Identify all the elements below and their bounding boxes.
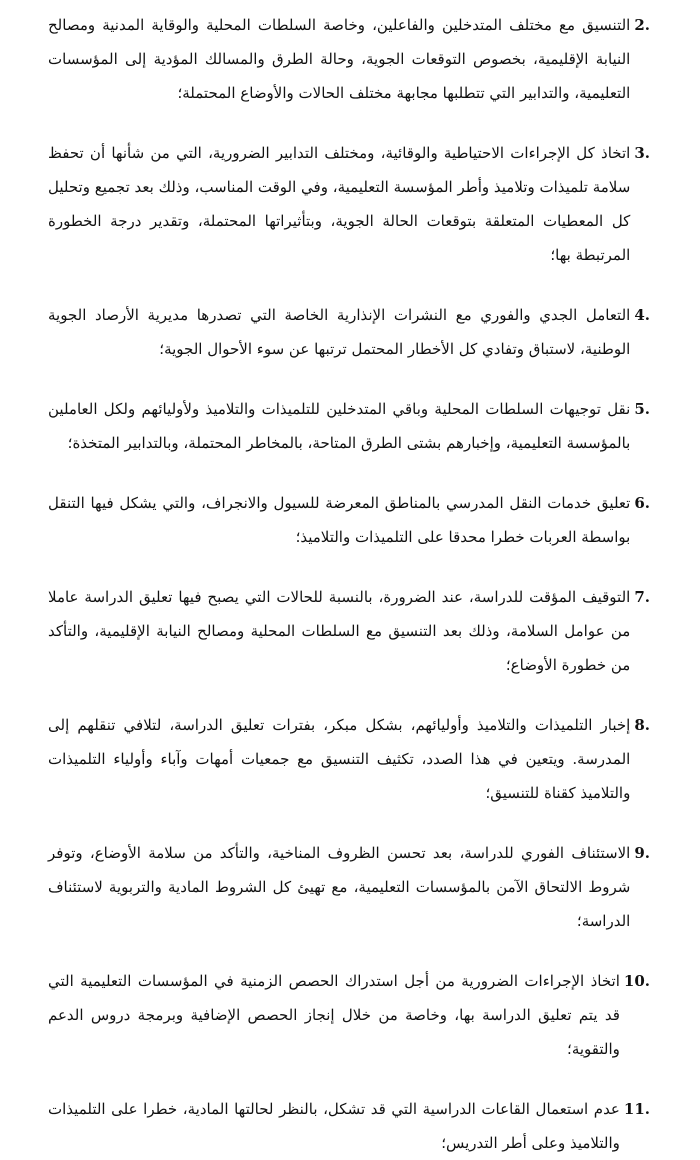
item-text: اتخاذ الإجراءات الضرورية من أجل استدراك الحصص الزمنية في المؤسسات التعليمية التي قد يتم تعليق الدراسة بها، وخاصة من خلال إنجاز الحصص الإضافية وبرمجة دروس الدعم والتقوية؛ [48,972,620,1058]
numbered-list [48,8,650,1160]
list-item-10 [48,964,650,1066]
item-text: تعليق خدمات النقل المدرسي بالمناطق المعرضة للسيول والانجراف، والتي يشكل فيها التنقل بواسطة العربات خطرا محدقا على التلميذات والتلاميذ؛ [48,494,631,546]
item-number: 10. [623,972,650,990]
list-item-2 [48,8,650,110]
list-item-5 [48,392,650,460]
item-number: 8. [634,716,650,734]
item-text: عدم استعمال القاعات الدراسية التي قد تشكل، بالنظر لحالتها المادية، خطرا على التلميذات والتلاميذ وعلى أطر التدريس؛ [48,1100,620,1152]
item-text: التعامل الجدي والفوري مع النشرات الإنذارية الخاصة التي تصدرها مديرية الأرصاد الجوية الوطنية، لاستباق وتفادي كل الأخطار المحتمل ترتبها عن سوء الأحوال الجوية؛ [48,306,631,358]
item-text: نقل توجيهات السلطات المحلية وباقي المتدخلين للتلميذات والتلاميذ ولأوليائهم ولكل العاملين بالمؤسسة التعليمية، وإخبارهم بشتى الطرق المتاحة، بالمخاطر المحتملة، وبالتدابير المتخذة؛ [48,400,631,452]
item-text: إخبار التلميذات والتلاميذ وأوليائهم، بشكل مبكر، بفترات تعليق الدراسة، لتلافي تنقلهم إلى المدرسة. ويتعين في هذا الصدد، تكثيف التنسيق مع جمعيات أمهات وآباء وأولياء التلميذات والتلاميذ كقناة للتنسيق؛ [48,716,631,802]
item-text: التوقيف المؤقت للدراسة، عند الضرورة، بالنسبة للحالات التي يصبح فيها تعليق الدراسة عاملا من عوامل السلامة، وذلك بعد التنسيق مع السلطات المحلية ومصالح النيابة الإقليمية، والتأكد من خطورة الأوضاع؛ [48,588,631,674]
list-item-11 [48,1092,650,1160]
item-number: 3. [634,144,650,162]
item-number: 11. [623,1100,650,1118]
item-number: 7. [634,588,650,606]
item-text: اتخاذ كل الإجراءات الاحتياطية والوقائية، ومختلف التدابير الضرورية، التي من شأنها أن تحفظ سلامة تلميذات وتلاميذ وأطر المؤسسة التعليمية، وفي الوقت المناسب، وذلك بعد تجميع وتحليل كل المعطيات المتعلقة بتوقعات الحالة الجوية، وبتأثيراتها المحتملة، وتقدير درجة الخطورة المرتبطة بها؛ [48,144,631,264]
list-item-8 [48,708,650,810]
list-item-7 [48,580,650,682]
item-number: 2. [634,16,650,34]
list-item-4 [48,298,650,366]
item-number: 9. [634,844,650,862]
item-text: التنسيق مع مختلف المتدخلين والفاعلين، وخاصة السلطات المحلية والوقاية المدنية ومصالح النيابة الإقليمية، بخصوص التوقعات الجوية، وحالة الطرق والمسالك المؤدية إلى المؤسسات التعليمية، والتدابير التي تتطلبها مجابهة مختلف الحالات والأوضاع المحتملة؛ [48,16,631,102]
list-item-3 [48,136,650,272]
item-text: الاستئناف الفوري للدراسة، بعد تحسن الظروف المناخية، والتأكد من سلامة الأوضاع، وتوفر شروط الالتحاق الآمن بالمؤسسات التعليمية، مع تهيئ كل الشروط المادية والتربوية لاستئناف الدراسة؛ [48,844,631,930]
item-number: 4. [634,306,650,324]
item-number: 5. [634,400,650,418]
list-item-9 [48,836,650,938]
list-item-6 [48,486,650,554]
item-number: 6. [634,494,650,512]
